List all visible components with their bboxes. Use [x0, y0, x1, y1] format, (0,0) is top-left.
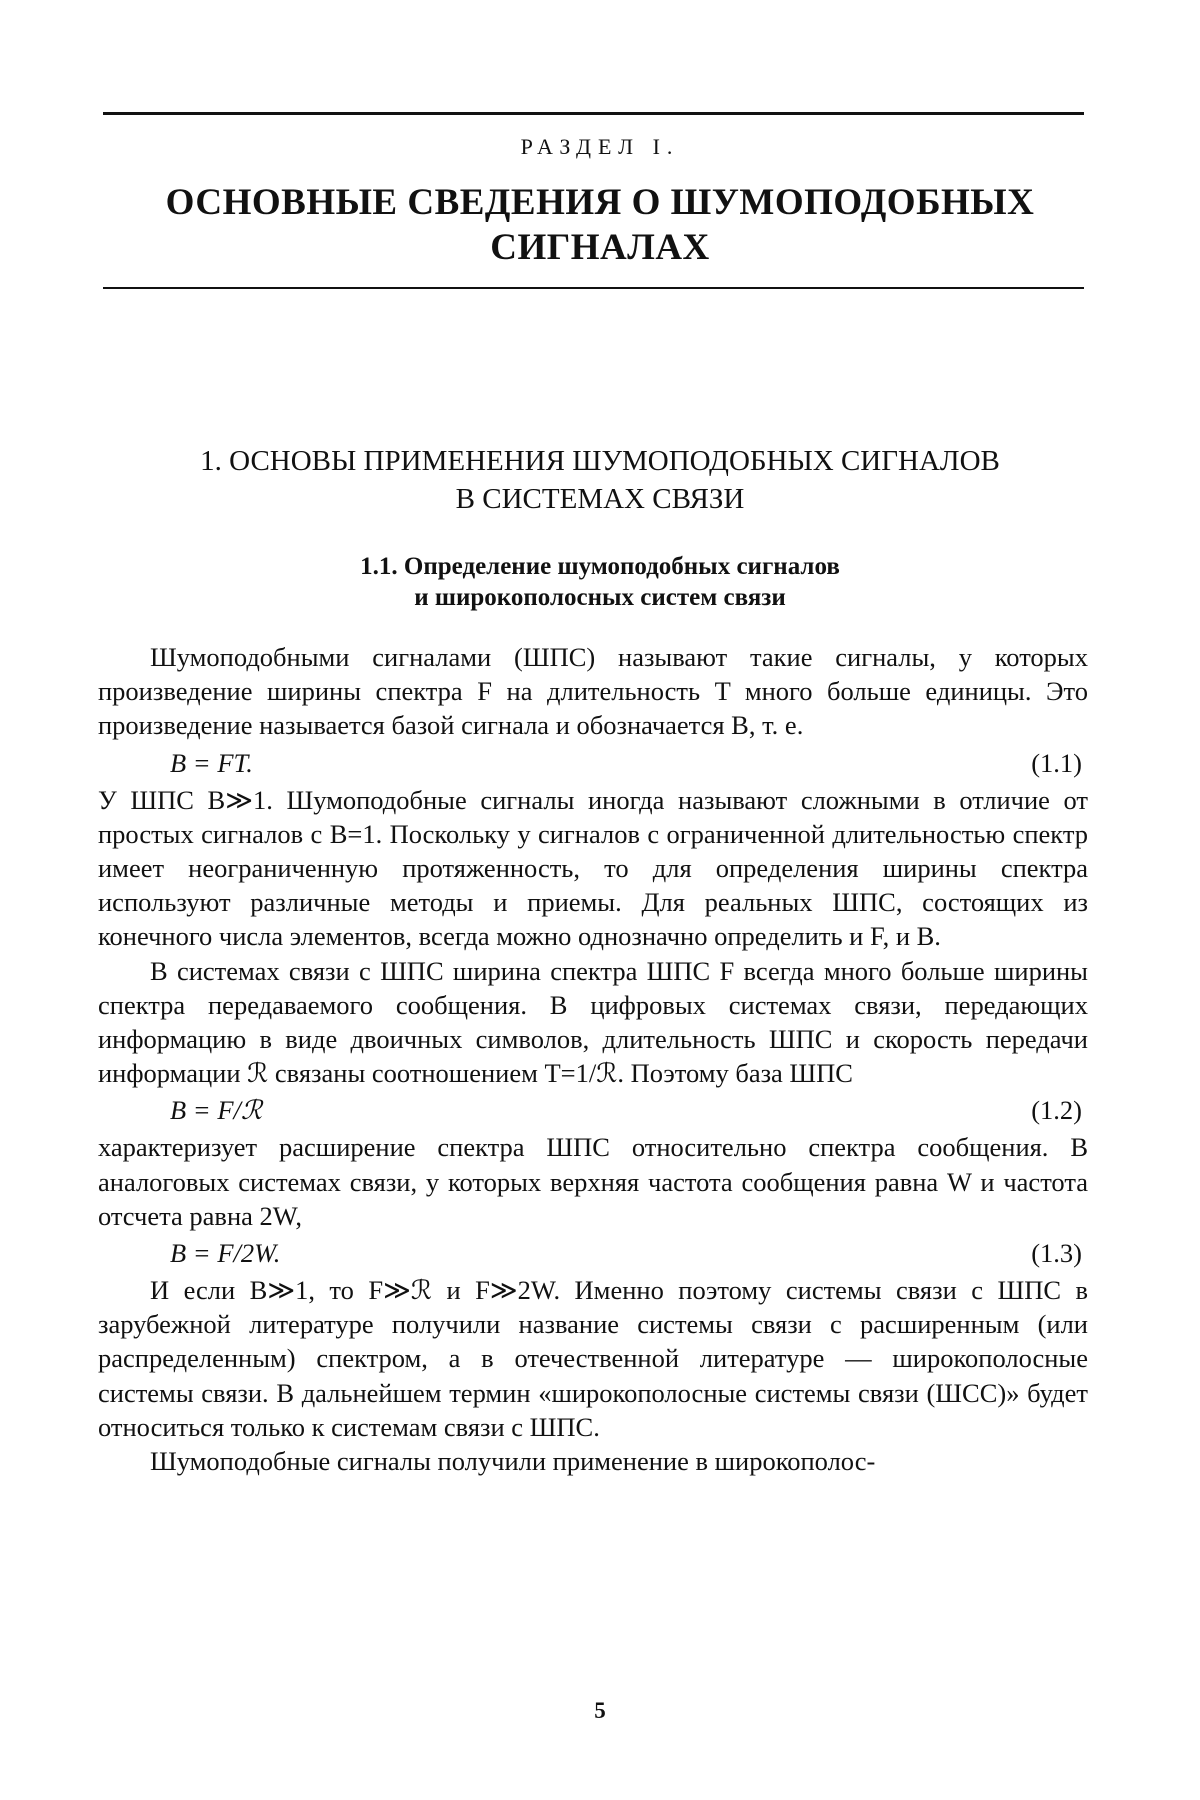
- part-title-line-2: СИГНАЛАХ: [490, 227, 710, 268]
- equation-1-2-number: (1.2): [1031, 1095, 1082, 1126]
- top-rule: [103, 112, 1084, 115]
- equation-1-1-number: (1.1): [1031, 747, 1082, 778]
- paragraph-3: В системах связи с ШПС ширина спектра ШПС F всегда много больше ширины спектра передаваемого сообщения. В цифровых системах связи, передающих информацию в виде двоичных символов, длительность ШПС и скорость передачи информации ℛ связаны соотношением T=1/ℛ. Поэтому база ШПС: [98, 955, 1088, 1089]
- section-title: [0, 551, 1200, 613]
- equation-1-3: [98, 1233, 1088, 1273]
- part-label: РАЗДЕЛ I.: [520, 134, 680, 159]
- equation-1-1: [98, 743, 1088, 783]
- part-title: [0, 180, 1200, 270]
- bottom-rule: [103, 287, 1084, 289]
- equation-1-2: [98, 1090, 1088, 1130]
- equation-1-3-formula: B = F/2W.: [170, 1238, 281, 1269]
- paragraph-6: Шумоподобные сигналы получили применение в широкополос-: [150, 1446, 876, 1477]
- chapter-title-line-2: В СИСТЕМАХ СВЯЗИ: [455, 483, 745, 515]
- paragraph-2: У ШПС B≫1. Шумоподобные сигналы иногда называют сложными в отличие от простых сигналов с B=1. Поскольку у сигналов с ограниченной длительностью спектр имеет неограниченную протяженность, то для определения ширины спектра используют различные методы и приемы. Для реальных ШПС, состоящих из конечного числа элементов, всегда можно однозначно определить и F, и B.: [98, 784, 1088, 952]
- equation-1-2-formula: B = F/ℛ: [170, 1095, 263, 1126]
- paragraph-1: Шумоподобными сигналами (ШПС) называют такие сигналы, у которых произведение ширины спектра F на длительность T много больше единицы. Это произведение называется базой сигнала и обозначается B, т. е.: [98, 642, 1088, 741]
- chapter-title: [0, 442, 1200, 518]
- section-title-line-1: 1.1. Определение шумоподобных сигналов: [360, 553, 840, 580]
- body-text: [98, 640, 1088, 1478]
- equation-1-3-number: (1.3): [1031, 1238, 1082, 1269]
- part-title-line-1: ОСНОВНЫЕ СВЕДЕНИЯ О ШУМОПОДОБНЫХ: [165, 182, 1035, 223]
- paragraph-4: характеризует расширение спектра ШПС относительно спектра сообщения. В аналоговых системах связи, у которых верхняя частота сообщения равна W и частота отсчета равна 2W,: [98, 1132, 1088, 1231]
- section-title-line-2: и широкополосных систем связи: [414, 584, 786, 611]
- equation-1-1-formula: B = FT.: [170, 747, 253, 778]
- chapter-title-line-1: 1. ОСНОВЫ ПРИМЕНЕНИЯ ШУМОПОДОБНЫХ СИГНАЛОВ: [200, 445, 1000, 477]
- page-number: 5: [594, 1698, 606, 1723]
- paragraph-5: И если B≫1, то F≫ℛ и F≫2W. Именно поэтому системы связи с ШПС в зарубежной литературе получили название системы связи с расширенным (или распределенным) спектром, а в отечественной литературе — широкополосные системы связи. В дальнейшем термин «широкополосные системы связи (ШСС)» будет относиться только к системам связи с ШПС.: [98, 1275, 1088, 1442]
